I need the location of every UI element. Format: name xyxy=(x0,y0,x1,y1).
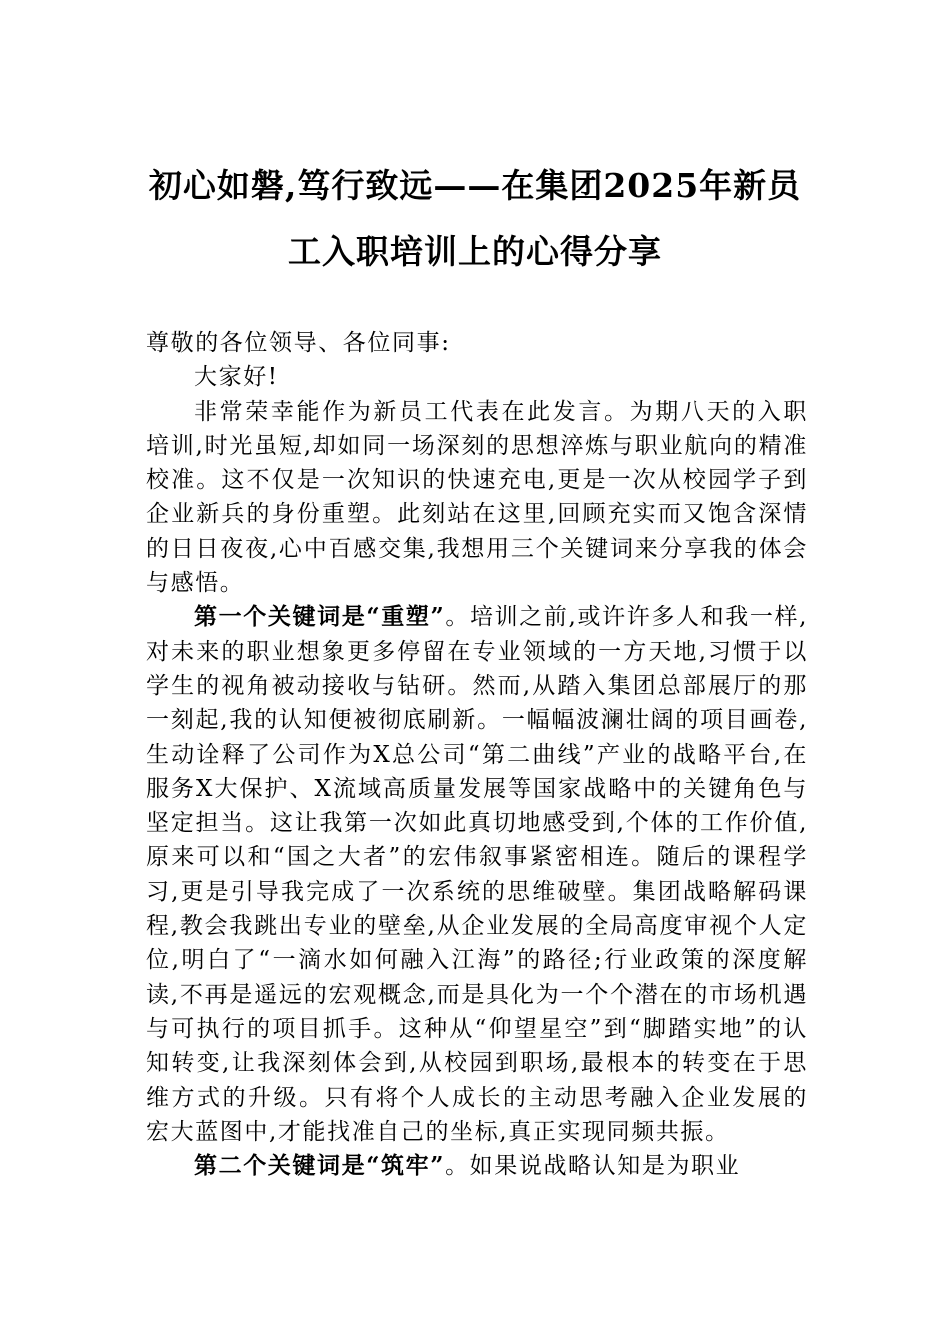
greeting: 大家好! xyxy=(194,364,279,391)
salutation: 尊敬的各位领导、各位同事: xyxy=(146,330,451,356)
document-body xyxy=(146,326,808,1183)
paragraph-keyword-2 xyxy=(146,1149,808,1183)
document-title-line-2: 工入职培训上的心得分享 xyxy=(288,232,662,271)
document-title-line-1: 初心如磐,笃行致远——在集团2025年新员 xyxy=(148,166,802,205)
keyword-1-text: 。培训之前,或许许多人和我一样,对未来的职业想象更多停留在专业领域的一方天地,习惯于以学生的视角被动接收与钻研。然而,从踏入集团总部展厅的那一刻起,我的认知便被彻底刷新。一幅幅波澜壮阔的项目画卷,生动诠释了公司作为X总公司“第二曲线”产业的战略平台,在服务X大保护、X流域高质量发展等国家战略中的关键角色与坚定担当。这让我第一次如此真切地感受到,个体的工作价值,原来可以和“国之大者”的宏伟叙事紧密相连。随后的课程学习,更是引导我完成了一次系统的思维破壁。集团战略解码课程,教会我跳出专业的壁垒,从企业发展的全局高度审视个人定位,明白了“一滴水如何融入江海”的路径;行业政策的深度解读,不再是遥远的宏观概念,而是具化为一个个潜在的市场机遇与可执行的项目抓手。这种从“仰望星空”到“脚踏实地”的认知转变,让我深刻体会到,从校园到职场,最根本的转变在于思维方式的升级。只有将个人成长的主动思考融入企业发展的宏大蓝图中,才能找准自己的坐标,真正实现同频共振。 xyxy=(146,604,808,1145)
paragraph-intro: 非常荣幸能作为新员工代表在此发言。为期八天的入职培训,时光虽短,却如同一场深刻的思想淬炼与职业航向的精准校准。这不仅是一次知识的快速充电,更是一次从校园学子到企业新兵的身份重塑。此刻站在这里,回顾充实而又饱含深情的日日夜夜,心中百感交集,我想用三个关键词来分享我的体会与感悟。 xyxy=(146,398,808,597)
paragraph-keyword-1 xyxy=(146,600,808,1149)
keyword-2-heading: 第二个关键词是“筑牢” xyxy=(194,1152,446,1180)
keyword-2-text: 。如果说战略认知是为职业 xyxy=(445,1153,741,1180)
keyword-1-heading: 第一个关键词是“重塑” xyxy=(194,603,446,631)
